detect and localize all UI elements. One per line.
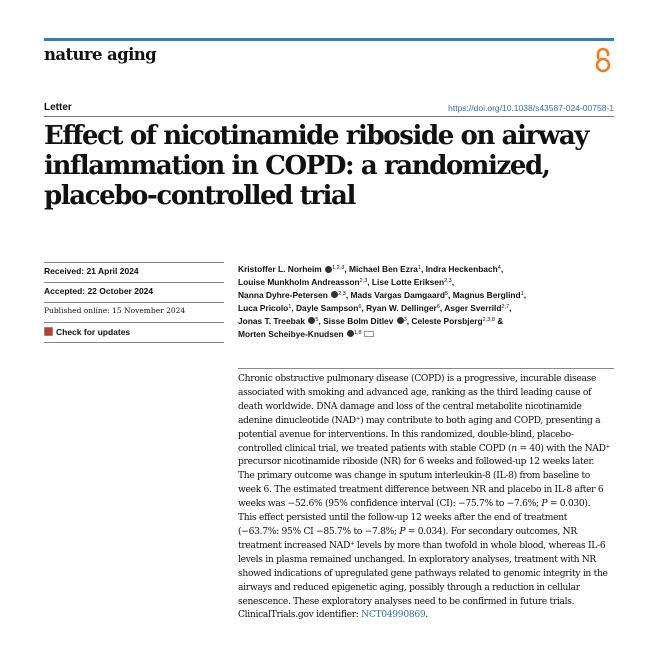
publication-dates (44, 262, 224, 343)
author[interactable]: Michael Ben Ezra$^1$ (348, 264, 421, 274)
received-date: Received: 21 April 2024 (44, 262, 224, 282)
header-accent-bar (44, 38, 614, 41)
author[interactable]: Celeste Porsbjerg$^{2,3,8}$ (411, 315, 495, 326)
trial-id-link[interactable]: NCT04990869 (361, 610, 426, 621)
check-updates-button[interactable] (44, 322, 224, 342)
author[interactable]: Kristoffer L. Norheim $^{1,2,3}$ (238, 264, 345, 274)
author[interactable]: Dayle Sampson$^6$ (295, 302, 362, 313)
author[interactable]: Sisse Bolm Ditlev $^3$ (323, 315, 407, 326)
author[interactable]: Nanna Dyhre-Petersen $^{2,3}$ (238, 289, 346, 300)
author[interactable]: Jonas T. Treebak $^5$ (238, 315, 319, 326)
check-updates-label: Check for updates (56, 326, 131, 337)
divider (44, 342, 224, 343)
author[interactable]: Lise Lotte Eriksen$^{2,3}$ (371, 276, 452, 287)
author[interactable]: Mads Vargas Damgaard$^5$ (350, 289, 449, 300)
author-conjunction: & (497, 315, 504, 326)
author[interactable]: Ryan W. Dellinger$^6$ (366, 302, 440, 313)
divider (238, 368, 614, 369)
journal-name: nature aging (44, 45, 157, 64)
author[interactable]: Luca Pricolo$^1$ (238, 302, 292, 313)
divider (44, 116, 614, 117)
accepted-date: Accepted: 22 October 2024 (44, 282, 224, 302)
author[interactable]: Magnus Berglind$^1$ (452, 289, 524, 300)
email-icon[interactable] (364, 331, 374, 337)
doi-link[interactable]: https://doi.org/10.1038/s43587-024-00758-1 (448, 103, 614, 113)
check-updates-icon (44, 327, 53, 336)
orcid-icon[interactable] (397, 317, 404, 324)
author[interactable]: Indra Heckenbach$^4$ (425, 264, 501, 274)
orcid-icon[interactable] (347, 330, 354, 337)
abstract: Chronic obstructive pulmonary disease (COPD) is a progressive, incurable disease associated with smoking and advanced age, ranking as the third leading cause of death worldwide. DNA damage and loss of the central metabolite nicotinamide adenine dinucleotide (NAD+) may contribute to both aging and COPD, presenting a potential avenue for interventions. In this randomized, double-blind, placebo-controlled clinical trial, we treated patients with stable COPD (n = 40) with the NAD+ precursor nicotinamide riboside (NR) for 6 weeks and followed-up 12 weeks later. The primary outcome was change in sputum interleukin-8 (IL-8) from baseline to week 6. The estimated treatment difference between NR and placebo in IL-8 after 6 weeks was −52.6% (95% confidence interval (CI): −75.7% to −7.6%; P = 0.030). This effect persisted until the follow-up 12 weeks after the end of treatment (−63.7%: 95% CI −85.7% to −7.8%; P = 0.034). For secondary outcomes, NR treatment increased NAD+ levels by more than twofold in whole blood, whereas IL-6 levels in plasma remained unchanged. In exploratory analyses, treatment with NR showed indications of upregulated gene pathways related to genomic integrity in the airways and reduced epigenetic aging, possibly through a reduction in cellular senescence. These exploratory analyses need to be confirmed in future trials. ClinicalTrials.gov identifier: NCT04990869. (238, 374, 610, 621)
published-date: Published online: 15 November 2024 (44, 302, 224, 322)
article-type: Letter (44, 102, 72, 113)
author[interactable]: Louise Munkholm Andreasson$^{2,3}$ (238, 276, 368, 287)
author-list: Kristoffer L. Norheim $^{1,2,3}$, Michael Ben Ezra$^1$, Indra Heckenbach$^4$, Louise Munkholm Andreasson$^{2,3}$, Lise Lotte Eriksen$^{2,3}$, Nanna Dyhre-Petersen $^{2,3}$, Mads Vargas Damgaard$^5$, Magnus Berglind$^1$, Luca Pricolo$^1$, Dayle Sampson$^6$, Ryan W. Dellinger$^6$, Asger Sverrild$^{2,7}$, Jonas T. Treebak $^5$, Sisse Bolm Ditlev $^3$, Celeste Porsbjerg$^{2,3,8}$ & Morten Scheibye-Knudsen $^{1,8}$ (238, 264, 527, 339)
author[interactable]: Morten Scheibye-Knudsen $^{1,8}$ (238, 328, 362, 339)
author[interactable]: Asger Sverrild$^{2,7}$ (444, 302, 510, 313)
open-access-lock-icon (594, 47, 612, 73)
article-title: Effect of nicotinamide riboside on airway inflammation in COPD: a randomized, placebo-controlled trial (44, 121, 588, 211)
